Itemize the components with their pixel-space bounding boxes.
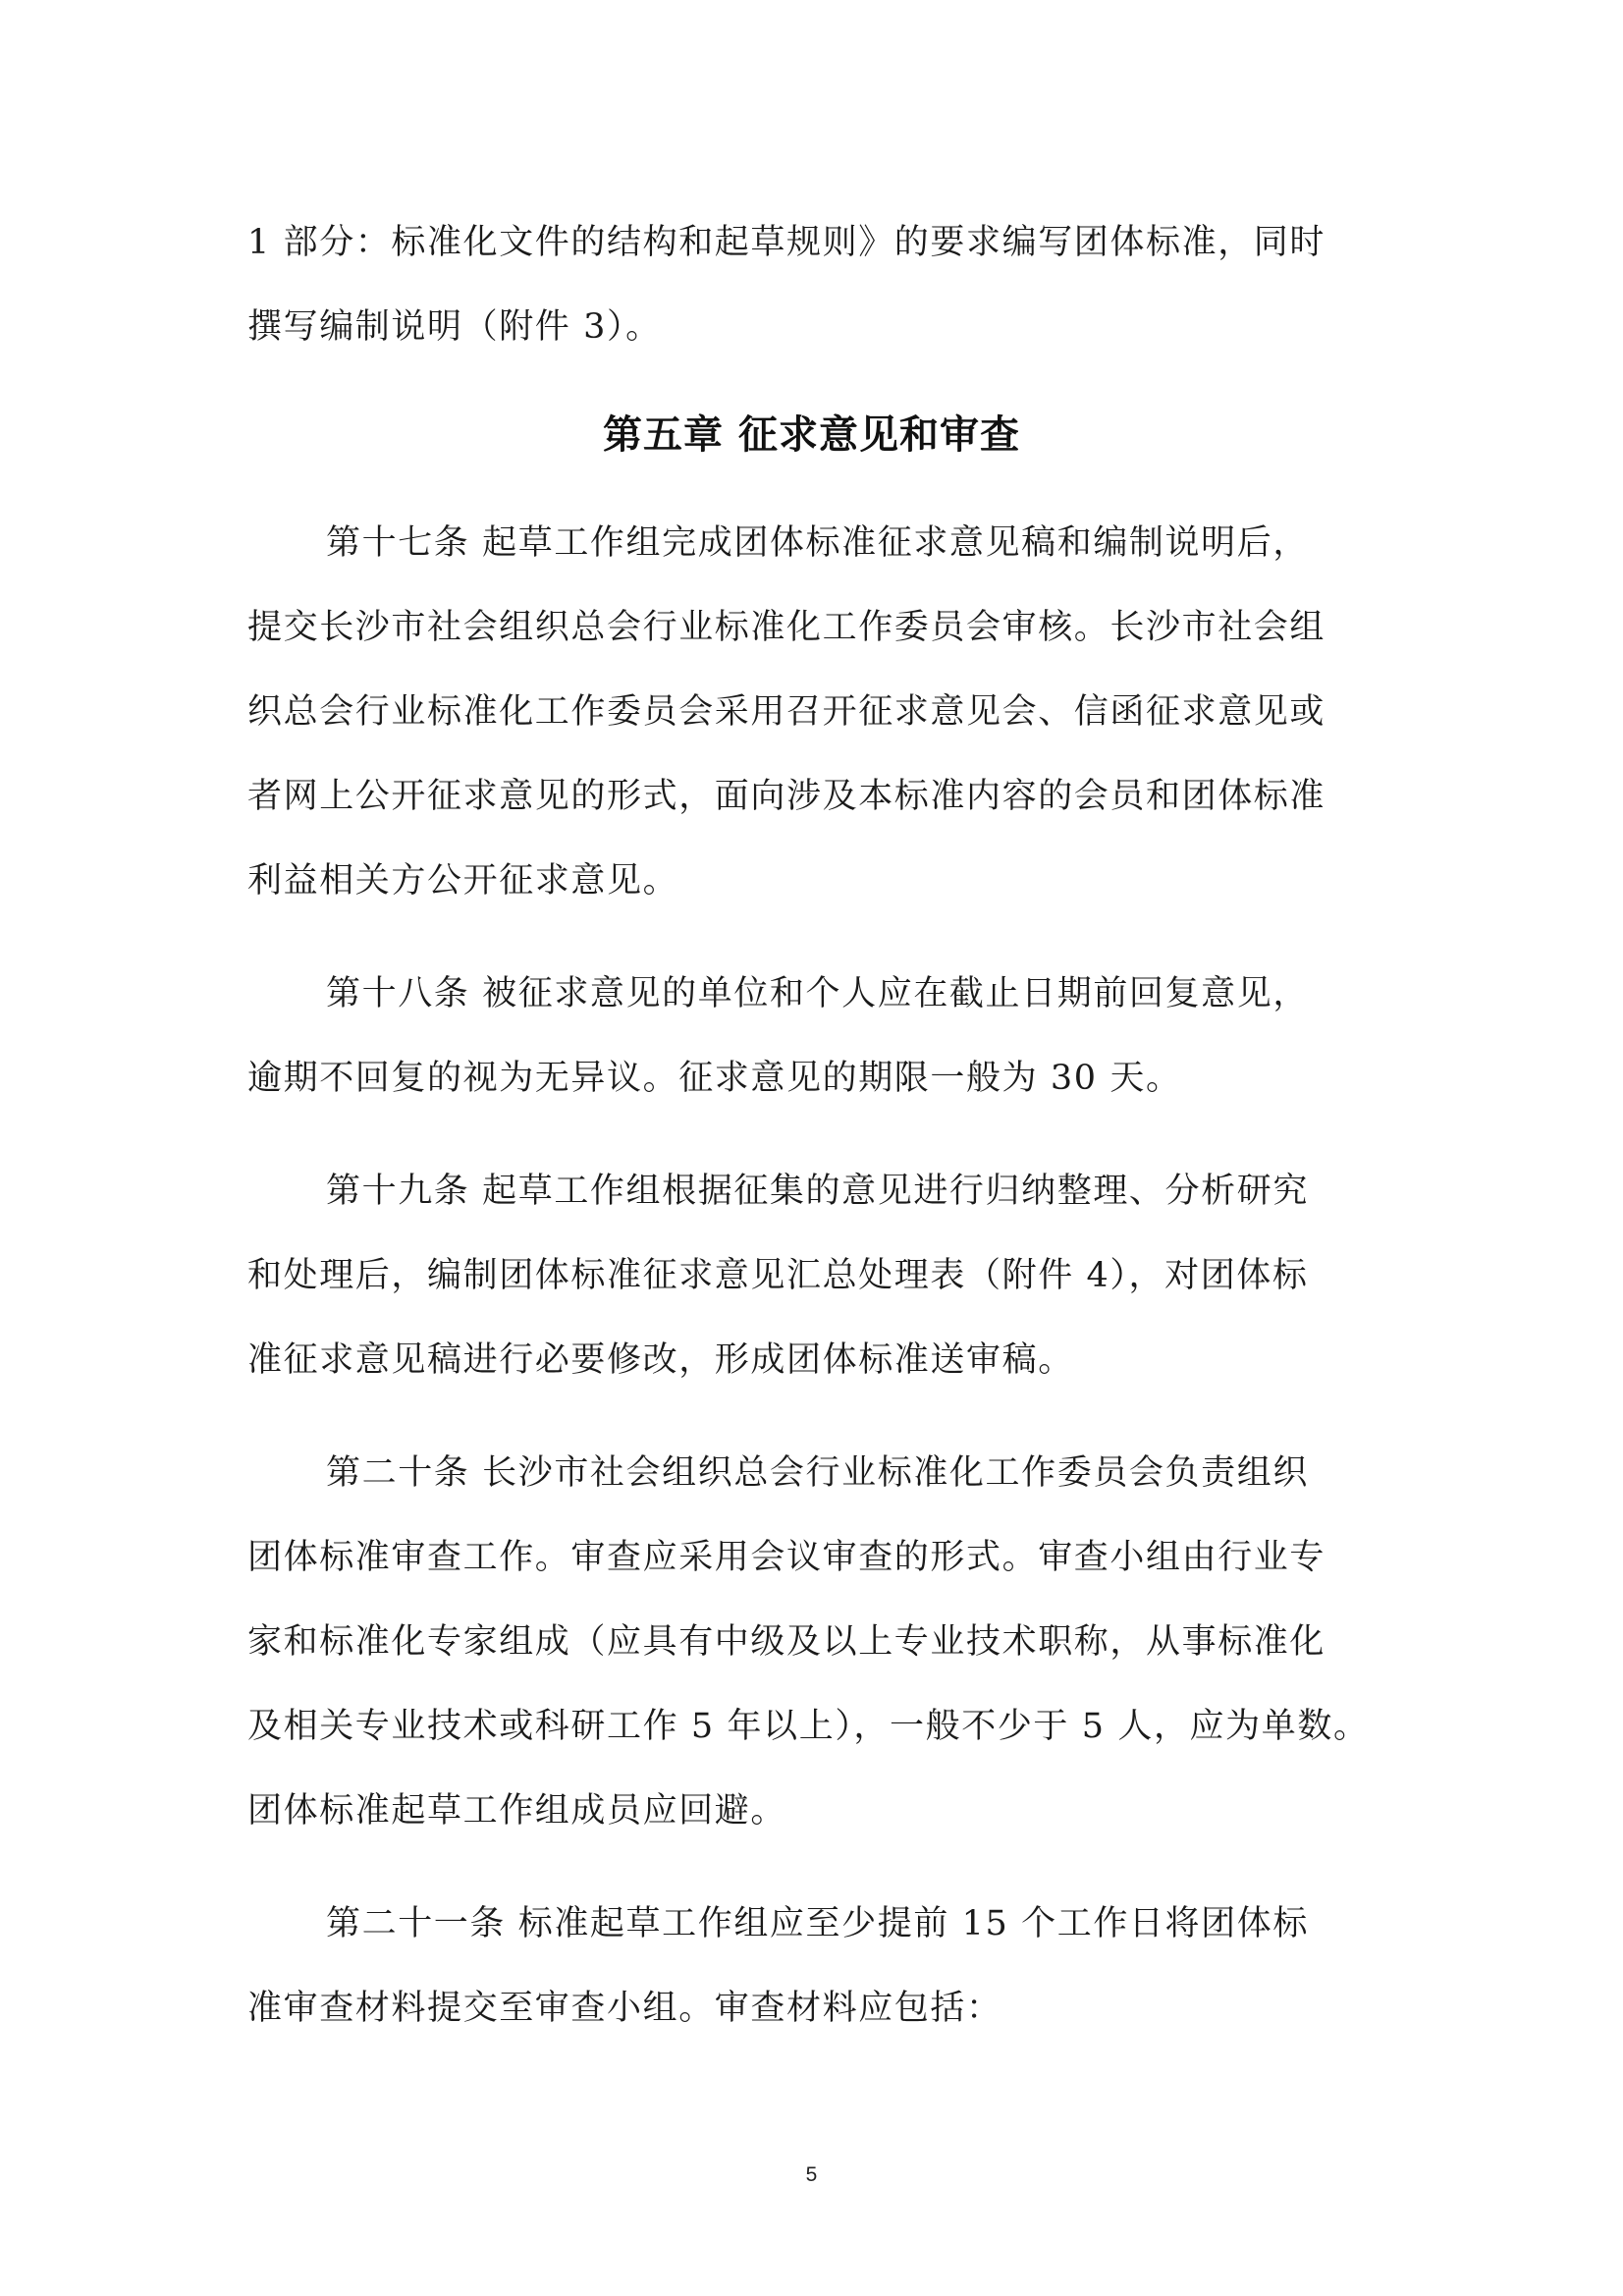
article-17-line-5: 利益相关方公开征求意见。 — [247, 861, 679, 901]
article-19-line-3: 准征求意见稿进行必要修改，形成团体标准送审稿。 — [247, 1340, 1074, 1380]
article-21-line-1: 第二十一条 标准起草工作组应至少提前 15 个工作日将团体标 — [326, 1904, 1309, 1943]
article-17-line-2: 提交长沙市社会组织总会行业标准化工作委员会审核。长沙市社会组 — [247, 608, 1326, 647]
page-number: 5 — [805, 2163, 818, 2186]
article-19-line-2: 和处理后，编制团体标准征求意见汇总处理表（附件 4），对团体标 — [247, 1256, 1309, 1295]
article-20-line-2: 团体标准审查工作。审查应采用会议审查的形式。审查小组由行业专 — [247, 1538, 1326, 1577]
article-18-line-2: 逾期不回复的视为无异议。征求意见的期限一般为 30 天。 — [247, 1059, 1182, 1098]
article-18-line-1: 第十八条 被征求意见的单位和个人应在截止日期前回复意见， — [326, 974, 1309, 1013]
article-17-line-4: 者网上公开征求意见的形式，面向涉及本标准内容的会员和团体标准 — [247, 777, 1326, 816]
article-17-line-1: 第十七条 起草工作组完成团体标准征求意见稿和编制说明后， — [326, 523, 1309, 563]
article-21-line-2: 准审查材料提交至审查小组。审查材料应包括： — [247, 1989, 1002, 2028]
article-20-line-3: 家和标准化专家组成（应具有中级及以上专业技术职称，从事标准化 — [247, 1622, 1326, 1662]
article-20-line-4: 及相关专业技术或科研工作 5 年以上），一般不少于 5 人，应为单数。 — [247, 1707, 1370, 1746]
article-20-line-1: 第二十条 长沙市社会组织总会行业标准化工作委员会负责组织 — [326, 1453, 1309, 1493]
article-19-line-1: 第十九条 起草工作组根据征集的意见进行归纳整理、分析研究 — [326, 1172, 1309, 1211]
article-17-line-3: 织总会行业标准化工作委员会采用召开征求意见会、信函征求意见或 — [247, 692, 1326, 732]
chapter-title: 第五章 征求意见和审查 — [603, 412, 1020, 458]
article-20-line-5: 团体标准起草工作组成员应回避。 — [247, 1791, 787, 1831]
continuation-line-2: 撰写编制说明（附件 3）。 — [247, 307, 662, 347]
continuation-line-1: 1 部分：标准化文件的结构和起草规则》的要求编写团体标准，同时 — [247, 223, 1325, 262]
